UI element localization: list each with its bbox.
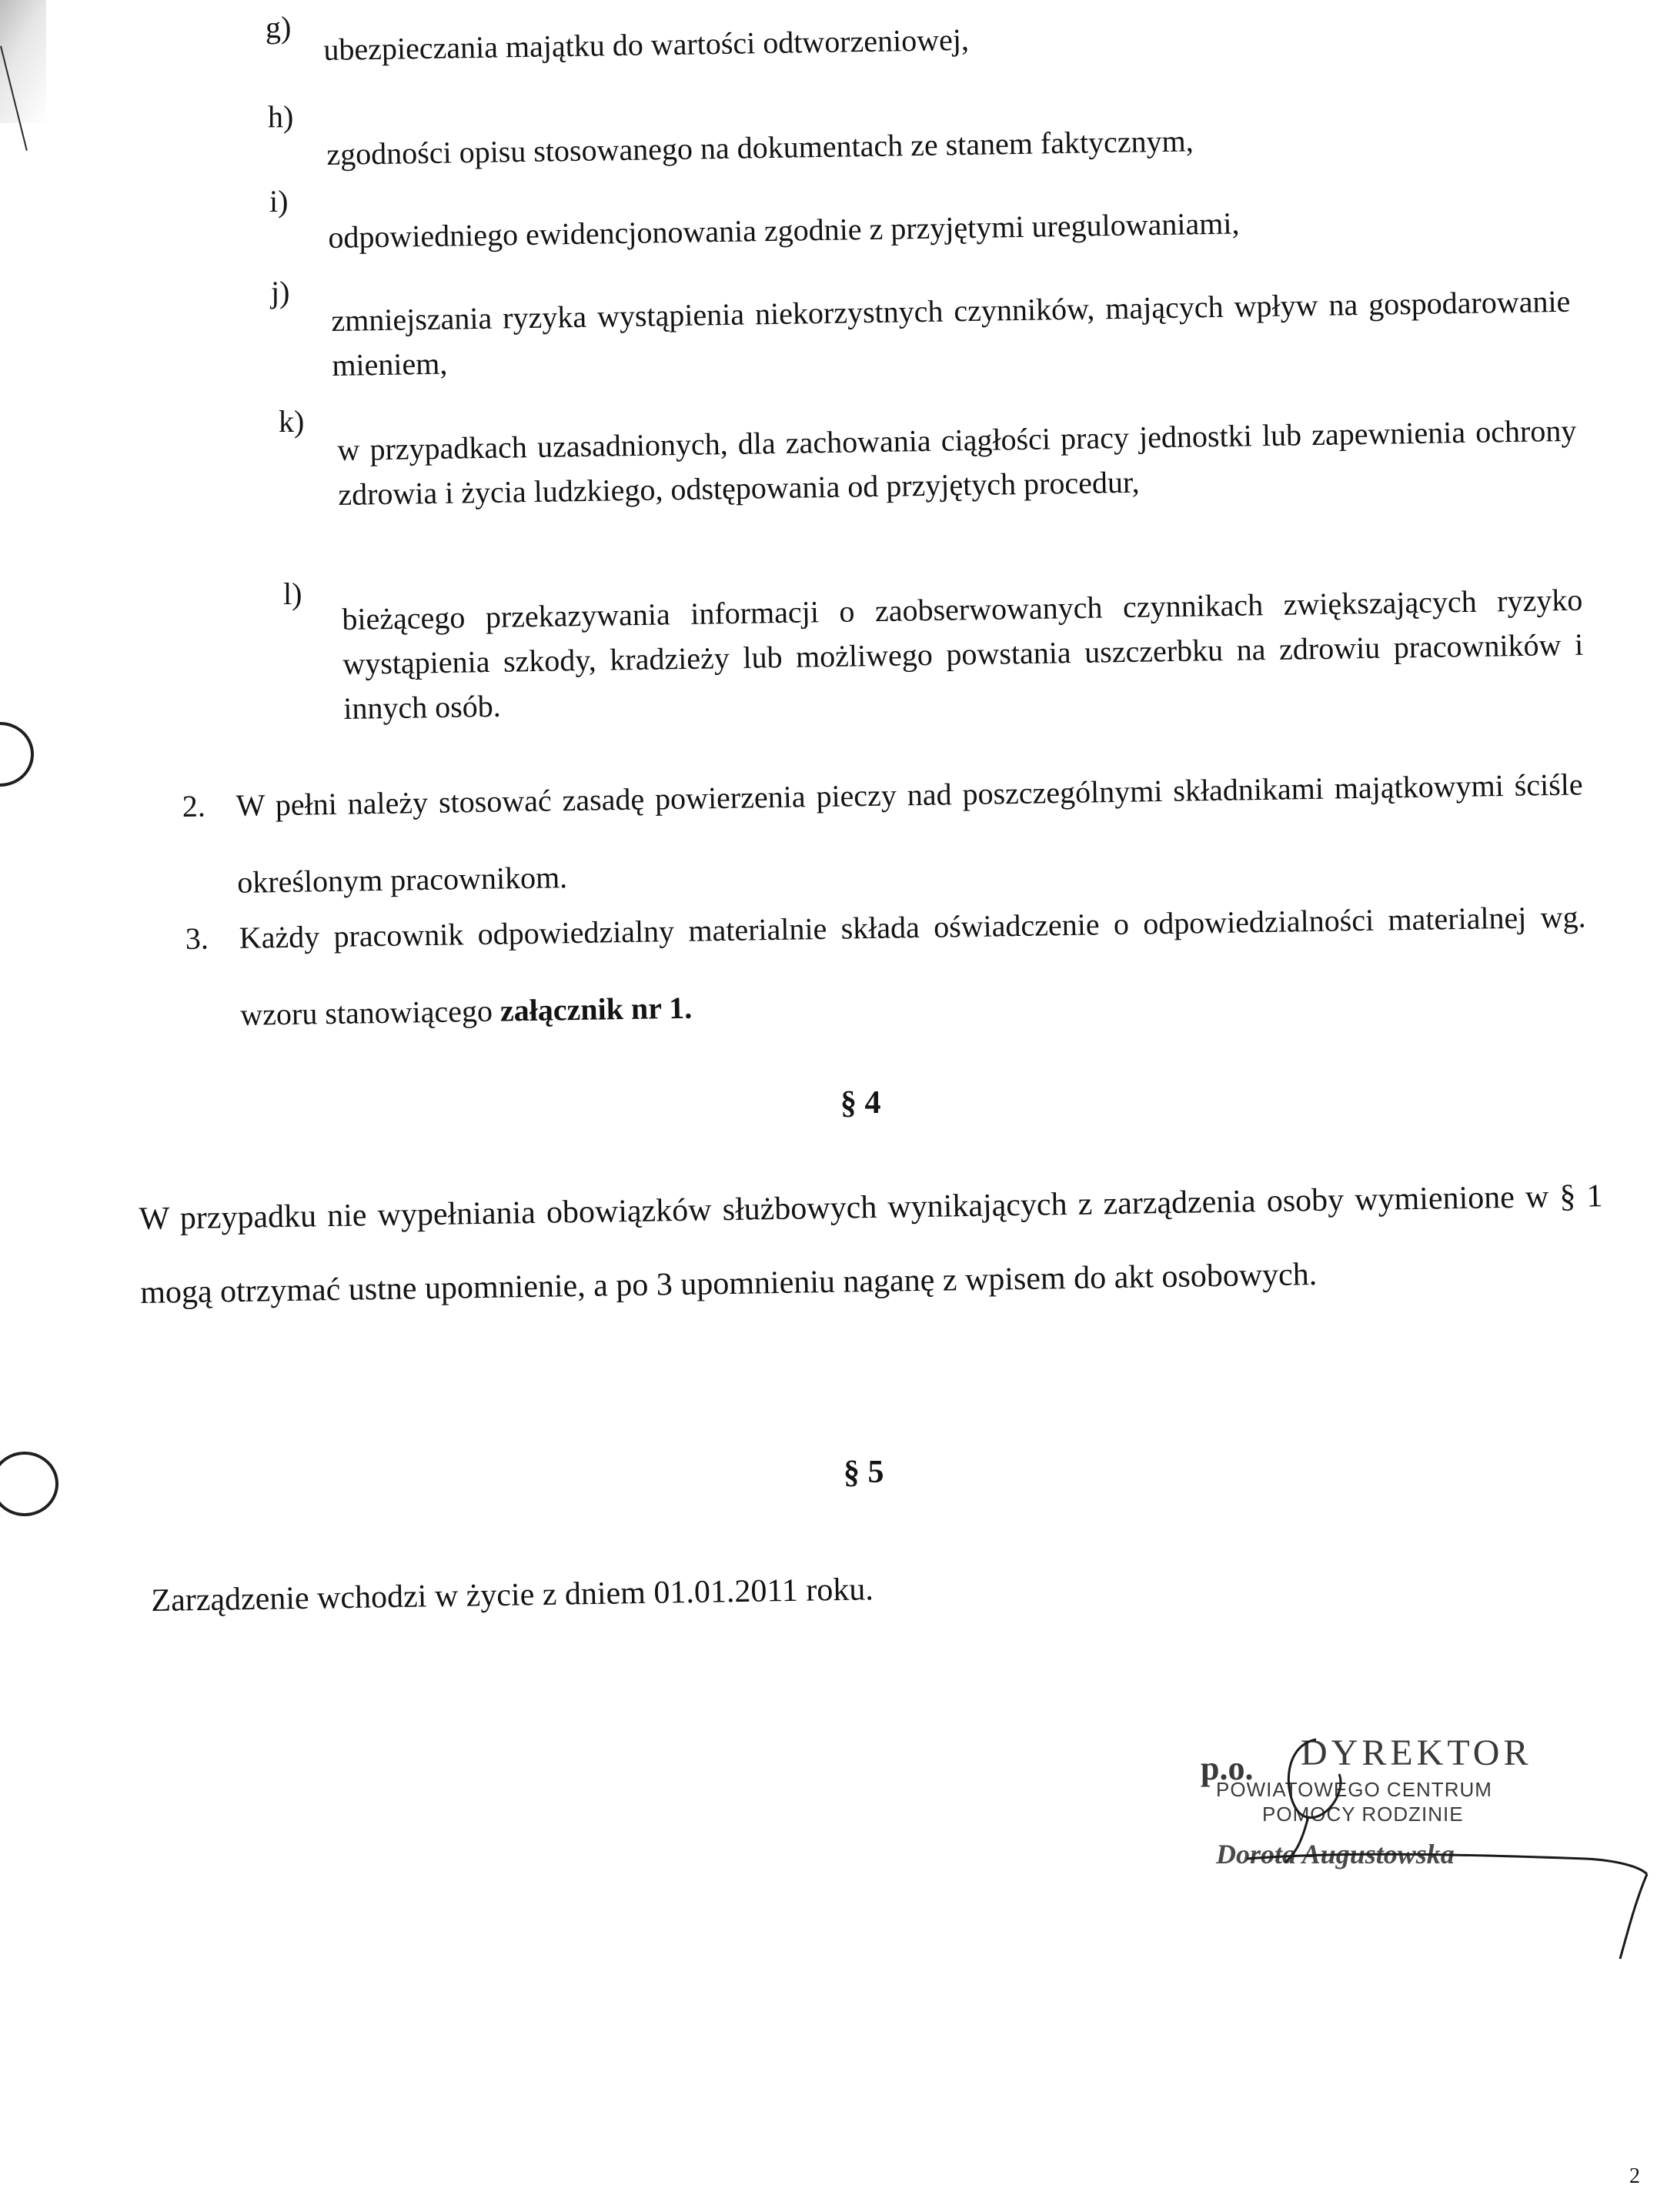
numbered-item-number: 3. bbox=[185, 921, 209, 956]
list-item-letter: h) bbox=[268, 99, 294, 134]
page-number: 2 bbox=[1629, 2164, 1640, 2188]
list-item-letter: l) bbox=[283, 576, 302, 611]
list-item-letter: i) bbox=[269, 184, 289, 219]
list-item-letter: k) bbox=[279, 404, 305, 439]
list-item-text: bieżącego przekazywania informacji o zaobserwowanych czynnikach zwiększających ryzyko wystąpienia szkody, kradzieży lub możliwego powstania uszczerbku na zdrowiu pracowników i innych osób. bbox=[342, 582, 1584, 726]
section-4-heading: § 4 bbox=[840, 1085, 881, 1121]
scan-edge-shadow bbox=[0, 0, 46, 123]
numbered-item-text: Każdy pracownik odpowiedzialny materialnie składa oświadczenie o odpowiedzialności materialnej wg. wzoru stanowiącego bbox=[239, 899, 1586, 1032]
stamp-institution-line-1: POWIATOWEGO CENTRUM bbox=[1216, 1778, 1492, 1801]
numbered-item-number: 2. bbox=[182, 788, 206, 824]
stamp-title: DYREKTOR bbox=[1301, 1733, 1532, 1773]
list-item-letter: g) bbox=[266, 10, 292, 45]
numbered-item-text: W pełni należy stosować zasadę powierzenia pieczy nad poszczególnymi składnikami majątkowymi ściśle określonym pracownikom. bbox=[236, 767, 1583, 900]
section-5-heading: § 5 bbox=[844, 1455, 884, 1490]
list-item-text: odpowiedniego ewidencjonowania zgodnie z przyjętymi uregulowaniami, bbox=[328, 205, 1240, 255]
stamp-prefix: p.o. bbox=[1201, 1749, 1254, 1787]
attachment-reference: załącznik nr 1. bbox=[499, 990, 693, 1028]
handwritten-signature bbox=[1231, 1701, 1657, 2009]
stamp-institution-line-2: POMOCY RODZINIE bbox=[1262, 1803, 1464, 1826]
list-item-text: zgodności opisu stosowanego na dokumentach ze stanem faktycznym, bbox=[326, 123, 1194, 172]
section-5-text: Zarządzenie wchodzi w życie z dniem 01.01.2011 roku. bbox=[151, 1572, 874, 1619]
numbered-item bbox=[182, 746, 1583, 900]
numbered-item-body bbox=[239, 878, 1588, 1053]
section-4-text: W przypadku nie wypełniania obowiązków służbowych wynikających z zarządzenia osoby wymienione w § 1 mogą otrzymać ustne upomnienie, a po 3 upomnieniu naganę z wpisem do akt osobowych. bbox=[139, 1178, 1603, 1311]
list-item-text: zmniejszania ryzyka wystąpienia niekorzystnych czynników, mających wpływ na gospodarowanie mieniem, bbox=[331, 283, 1571, 383]
list-item-letter: j) bbox=[271, 275, 290, 309]
stamp-name: Dorota Augustowska bbox=[1216, 1839, 1455, 1870]
list-item-text: ubezpieczania majątku do wartości odtworzeniowej, bbox=[323, 22, 970, 67]
punch-hole bbox=[0, 722, 34, 787]
list-item-text: w przypadkach uzasadnionych, dla zachowania ciągłości pracy jednostki lub zapewnienia ochrony zdrowia i życia ludzkiego, odstępowania od przyjętych procedur, bbox=[337, 413, 1577, 512]
punch-hole bbox=[0, 1452, 58, 1516]
